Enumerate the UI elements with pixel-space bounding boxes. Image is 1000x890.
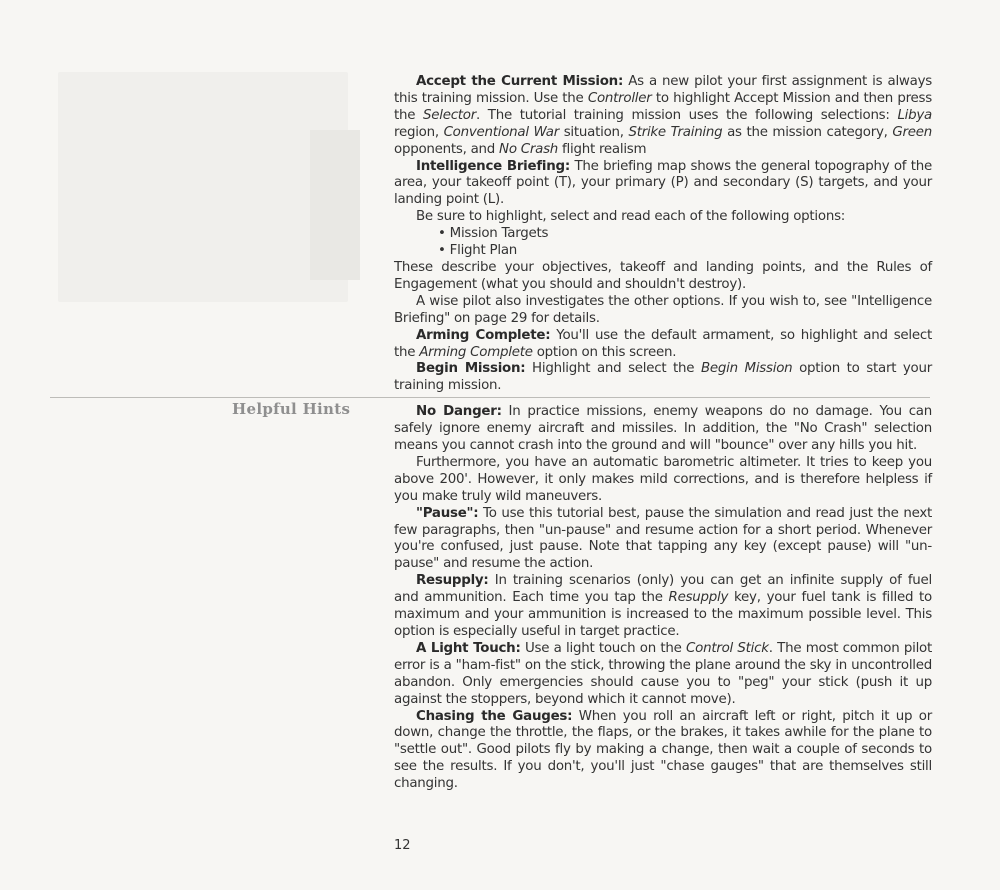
faded-bleed-through-mark — [310, 130, 360, 280]
page-number: 12 — [394, 838, 411, 853]
run-in-heading: "Pause": — [416, 505, 479, 521]
paragraph-resupply: Resupply: In training scenarios (only) you can get an infinite supply of fuel and ammunition. Each time you tap the Resupply key, your fuel tank is filled to maximum and your ammunition is increased to the maximum possible level. This option is especially useful in target practice. — [394, 573, 932, 639]
faded-bleed-through-panel — [58, 72, 348, 302]
section-heading-helpful-hints: Helpful Hints — [232, 400, 351, 418]
paragraph-pause: "Pause": To use this tutorial best, pause the simulation and read just the next few paragraphs, then "un-pause" and resume action for a short period. Whenever you're confused, just pause. Note that tapping any key (except pause) will "un-pause" and resume the action. — [394, 505, 932, 572]
section-gap — [394, 395, 932, 404]
paragraph-describe: These describe your objectives, takeoff and landing points, and the Rules of Engagement (what you should and shouldn't destroy). — [394, 259, 932, 292]
bullet-flight-plan: • Flight Plan — [438, 243, 518, 259]
paragraph-be-sure: Be sure to highlight, select and read each of the following options: — [416, 209, 846, 225]
run-in-heading: Arming Complete: — [416, 327, 551, 343]
paragraph-accept-mission: Accept the Current Mission: As a new pilot your first assignment is always this training mission. Use the Controller to highlight Accept Mission and then press the Selector. The tutorial training mission uses the following selections: Libya region, Conventional War situation, Strike Training as the mission category, Green opponents, and No Crash flight realism — [394, 74, 932, 157]
run-in-heading: Intelligence Briefing: — [416, 158, 570, 174]
paragraph-light-touch: A Light Touch: Use a light touch on the Control Stick. The most common pilot error is a "ham-fist" on the stick, throwing the plane around the sky in uncontrolled abandon. Only emergencies should cause you to "peg" your stick (push it up against the stoppers, beyond which it cannot move). — [394, 640, 932, 707]
paragraph-chasing-gauges: Chasing the Gauges: When you roll an aircraft left or right, pitch it up or down, change the throttle, the flaps, or the brakes, it takes awhile for the plane to "settle out". Good pilots fly by making a change, then wait a couple of seconds to see the results. If you don't, you'll just "chase gauges" that are themselves still changing. — [394, 708, 932, 792]
paragraph-wise-pilot: A wise pilot also investigates the other options. If you wish to, see "Intelligence Briefing" on page 29 for details. — [394, 293, 932, 326]
run-in-heading: Resupply: — [416, 573, 489, 589]
paragraph-arming-complete: Arming Complete: You'll use the default armament, so highlight and select the Arming Complete option on this screen. — [394, 327, 932, 360]
paragraph-begin-mission: Begin Mission: Highlight and select the Begin Mission option to start your training mission. — [394, 361, 932, 394]
paragraph-altimeter: Furthermore, you have an automatic barometric altimeter. It tries to keep you above 200'. However, it only makes mild corrections, and is therefore helpless if you make truly wild maneuvers. — [394, 454, 932, 504]
run-in-heading: Begin Mission: — [416, 361, 526, 377]
bullet-mission-targets: • Mission Targets — [438, 226, 549, 242]
body-text-column — [394, 74, 932, 793]
paragraph-no-danger: No Danger: In practice missions, enemy weapons do no damage. You can safely ignore enemy aircraft and missiles. In addition, the "No Crash" selection means you cannot crash into the ground and will "bounce" over any hills you hit. — [394, 404, 932, 454]
run-in-heading: A Light Touch: — [416, 640, 521, 656]
run-in-heading: Chasing the Gauges: — [416, 708, 573, 724]
run-in-heading: No Danger: — [416, 404, 502, 420]
paragraph-intelligence-briefing: Intelligence Briefing: The briefing map shows the general topography of the area, your takeoff point (T), your primary (P) and secondary (S) targets, and your landing point (L). — [394, 158, 932, 208]
run-in-heading: Accept the Current Mission: — [416, 74, 624, 89]
